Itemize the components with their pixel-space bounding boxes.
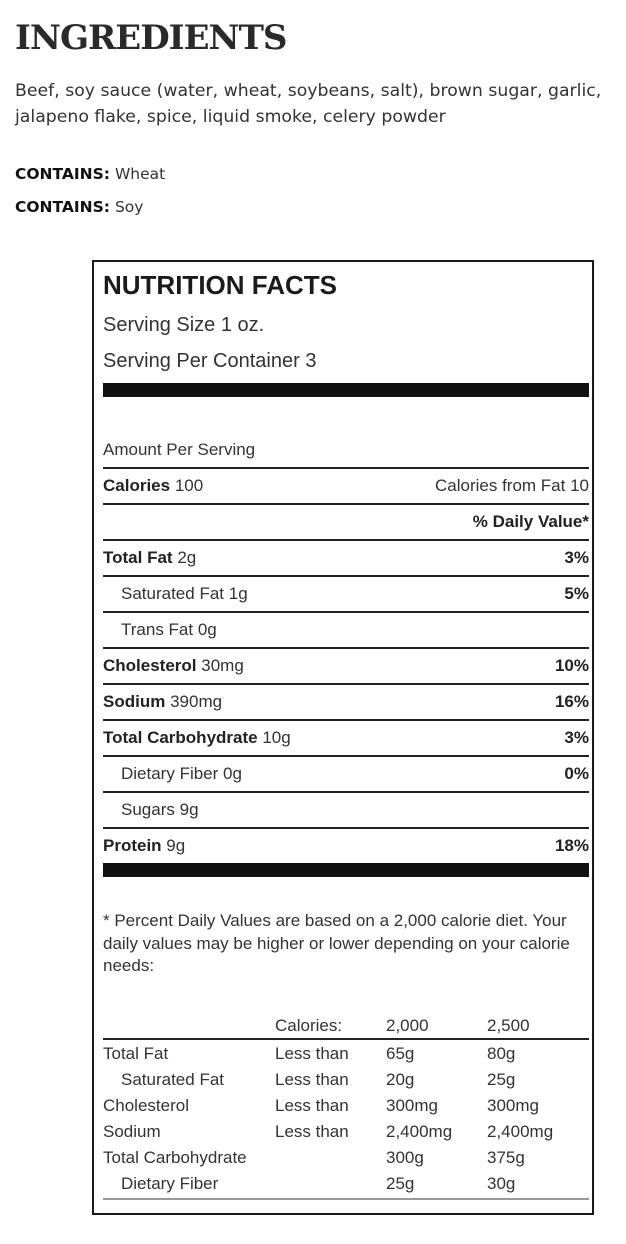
nutrient-percent: 18% <box>554 836 589 855</box>
nutrient-row-cholesterol <box>103 647 589 683</box>
dv-cell: Cholesterol <box>103 1096 189 1115</box>
dv-cell: Less than <box>275 1122 349 1141</box>
nutrient-amount: 0g <box>197 620 217 639</box>
dv-table-row <box>103 1120 589 1146</box>
nutrient-amount: 1g <box>228 584 248 603</box>
nutrient-row-dietary-fiber <box>103 755 589 791</box>
nutrient-rows <box>103 467 589 863</box>
nutrient-percent: 3% <box>564 728 589 747</box>
nutrient-amount: 9g <box>179 800 199 819</box>
nutrient-label: Sugars <box>121 800 175 819</box>
dv-cell: 2,400mg <box>386 1122 453 1141</box>
calories-row <box>103 467 589 503</box>
nutrient-percent: 0% <box>564 764 589 783</box>
daily-value-footnote: * Percent Daily Values are based on a 2,000 calorie diet. Your daily values may be higher or lower depending on your calorie needs: <box>103 911 570 975</box>
nutrient-amount: 10g <box>262 728 291 747</box>
dv-cell: 2,400mg <box>487 1122 554 1141</box>
nutrient-label: Total Carbohydrate <box>103 728 258 747</box>
nutrient-amount: 390mg <box>170 692 223 711</box>
nutrient-label: Total Fat <box>103 548 173 567</box>
dv-cell: 300g <box>386 1148 424 1167</box>
dv-cell: Saturated Fat <box>121 1070 225 1089</box>
dv-table-bottom-rule <box>103 1198 589 1200</box>
dv-table-row <box>103 1042 589 1068</box>
nutrient-label: Dietary Fiber <box>121 764 219 783</box>
nutrient-percent: 5% <box>564 584 589 603</box>
contains-label: CONTAINS: <box>15 165 110 183</box>
thick-divider <box>103 863 589 877</box>
contains-label: CONTAINS: <box>15 198 110 216</box>
dv-table-row <box>103 1172 589 1198</box>
nutrient-label: Cholesterol <box>103 656 197 675</box>
dv-cell: Total Carbohydrate <box>103 1148 247 1167</box>
dv-cell: 65g <box>386 1044 415 1063</box>
dv-cell: Less than <box>275 1096 349 1115</box>
daily-value-table <box>103 1014 589 1200</box>
amount-per-serving: Amount Per Serving <box>103 440 256 459</box>
dv-table-row <box>103 1094 589 1120</box>
calories-from-fat: Calories from Fat 10 <box>435 476 589 495</box>
serving-size: Serving Size 1 oz. <box>103 314 265 336</box>
calories-label: Calories <box>103 476 171 495</box>
nutrient-row-sugars <box>103 791 589 827</box>
dv-cell: 25g <box>386 1174 415 1193</box>
dv-cell: 25g <box>487 1070 516 1089</box>
nutrient-percent: 16% <box>554 692 589 711</box>
nutrient-row-trans-fat <box>103 611 589 647</box>
nutrient-row-saturated-fat <box>103 575 589 611</box>
calories-value: 100 <box>174 476 204 495</box>
dv-table-row <box>103 1068 589 1094</box>
nutrient-percent: 10% <box>554 656 589 675</box>
allergen-value: Wheat <box>114 165 166 183</box>
nutrition-facts-title: NUTRITION FACTS <box>103 270 337 300</box>
dv-cell: Total Fat <box>103 1044 169 1063</box>
nutrient-amount: 2g <box>177 548 197 567</box>
dv-cell: 375g <box>487 1148 525 1167</box>
dv-cell: 20g <box>386 1070 415 1089</box>
allergen-value: Soy <box>114 198 144 216</box>
thick-divider <box>103 383 589 397</box>
nutrient-label: Saturated Fat <box>121 584 225 603</box>
nutrition-facts-panel <box>92 260 594 1215</box>
nutrient-row-protein <box>103 827 589 863</box>
nutrient-label: Protein <box>103 836 162 855</box>
dv-cell: 30g <box>487 1174 516 1193</box>
nutrient-label: Sodium <box>103 692 166 711</box>
nutrient-row-sodium <box>103 683 589 719</box>
dv-cell: Less than <box>275 1070 349 1089</box>
dv-header-cell: Calories: <box>275 1016 343 1035</box>
allergen-soy <box>15 196 143 218</box>
dv-cell: 300mg <box>386 1096 438 1115</box>
dv-header-cell: 2,000 <box>386 1016 429 1035</box>
nutrient-amount: 0g <box>223 764 242 783</box>
nutrient-label: Trans Fat <box>121 620 194 639</box>
daily-value-header-row <box>103 503 589 539</box>
nutrient-row-total-fat <box>103 539 589 575</box>
dv-cell: 80g <box>487 1044 516 1063</box>
daily-value-header: % Daily Value* <box>472 512 589 531</box>
dv-cell: Sodium <box>103 1122 161 1141</box>
nutrient-amount: 9g <box>166 836 186 855</box>
servings-per-container: Serving Per Container 3 <box>103 350 317 372</box>
ingredients-heading: INGREDIENTS <box>15 18 287 58</box>
nutrient-amount: 30mg <box>201 656 244 675</box>
dv-cell: Dietary Fiber <box>121 1174 219 1193</box>
ingredients-list: Beef, soy sauce (water, wheat, soybeans, salt), brown sugar, garlic, jalapeno flake, spice, liquid smoke, celery powder <box>15 81 602 127</box>
nutrient-row-total-carbohydrate <box>103 719 589 755</box>
nutrient-percent: 3% <box>564 548 589 567</box>
allergen-wheat <box>15 163 165 185</box>
dv-table-row <box>103 1146 589 1172</box>
dv-header-cell: 2,500 <box>487 1016 530 1035</box>
dv-cell: Less than <box>275 1044 349 1063</box>
dv-table-header <box>103 1014 589 1040</box>
dv-cell: 300mg <box>487 1096 539 1115</box>
